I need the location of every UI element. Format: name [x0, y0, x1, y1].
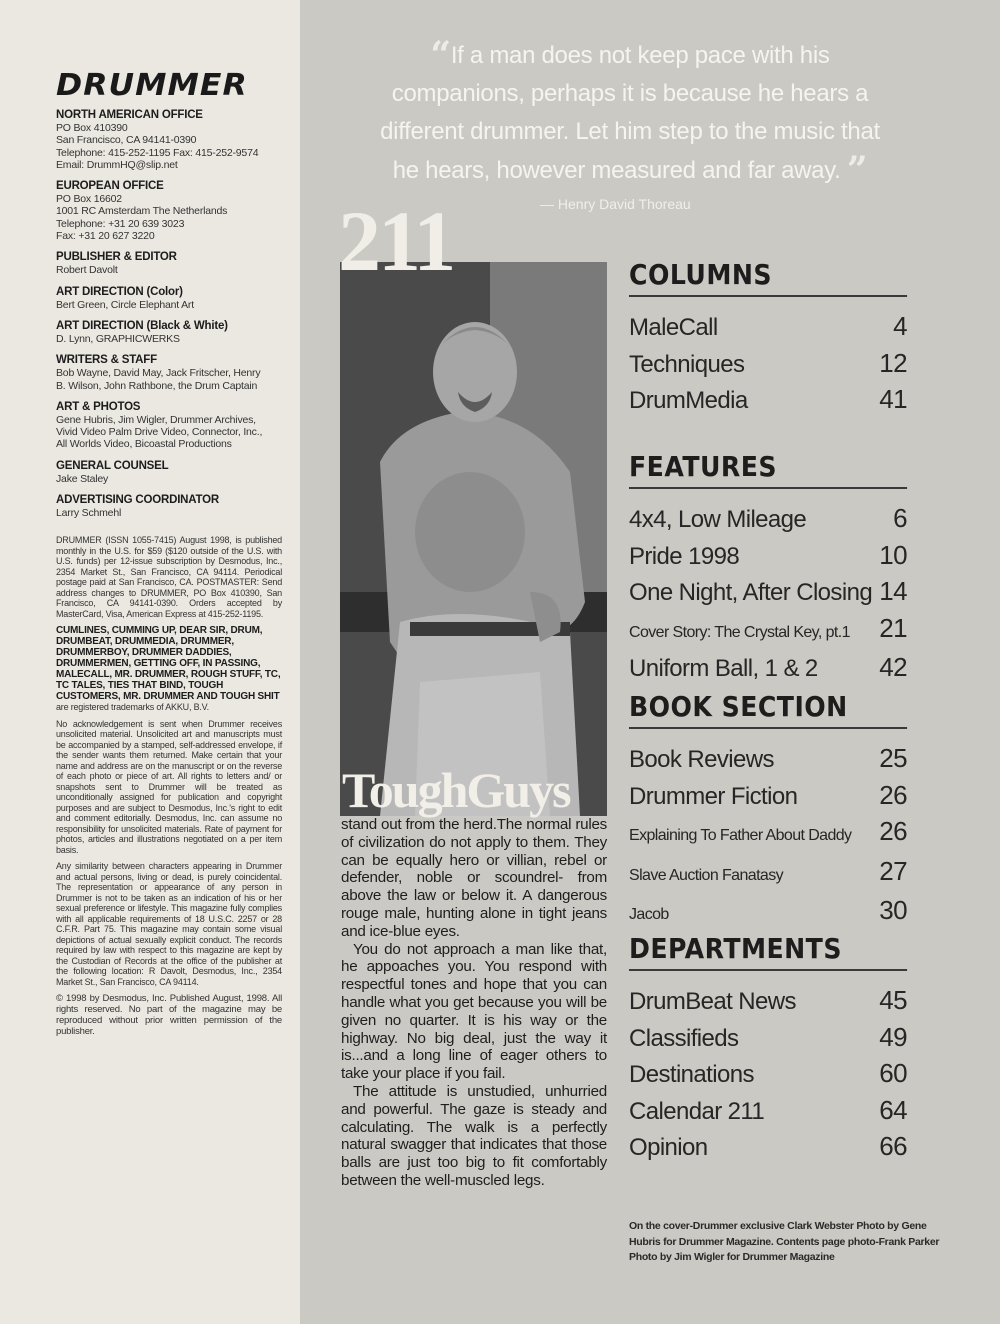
eu-office-block — [56, 180, 282, 242]
photo-title: ToughGuys — [342, 762, 570, 818]
toc-item[interactable] — [629, 346, 907, 383]
trademark-list: CUMLINES, CUMMING UP, DEAR SIR, DRUM, DRUMBEAT, DRUMMEDIA, DRUMMER, DRUMMERBOY, DRUMMER DADDIES, DRUMMERMEN, GETTING OFF, IN PASSING, MALECALL, MR. DRUMMER, ROUGH STUFF, TC, TC TALES, TIES THAT BIND, TOUGH CUSTOMERS, MR. DRUMMER AND TOUGH SHIT — [56, 625, 281, 703]
na-office-heading: NORTH AMERICAN OFFICE — [56, 109, 203, 121]
toc-item-label: Drummer Fiction — [629, 782, 798, 810]
photo-credits: On the cover-Drummer exclusive Clark Webster Photo by Gene Hubris for Drummer Magazine. Contents page photo-Frank Parker Photo by Jim Wigler for Drummer Magazine — [629, 1220, 940, 1263]
writers-heading: WRITERS & STAFF — [56, 354, 157, 367]
toc-item-label: Explaining To Father About Daddy — [629, 827, 852, 844]
art-photos-block — [56, 401, 282, 451]
counsel-name: Jake Staley — [56, 472, 109, 485]
toc-item[interactable] — [629, 814, 907, 854]
toc-section-heading: BOOK SECTION — [629, 690, 907, 729]
toc-item-page: 6 — [893, 503, 907, 533]
eu-office-heading: EUROPEAN OFFICE — [56, 180, 164, 193]
issue-number: 211 — [338, 193, 454, 289]
toc-item[interactable] — [629, 309, 907, 346]
publisher-block — [56, 251, 282, 276]
toc-item[interactable] — [629, 1129, 907, 1166]
toc-item-label: Techniques — [629, 350, 745, 378]
disclaimer-notice: Any similarity between characters appearing in Drummer and actual persons, living or dead, is purely coincidental. The representation or appearance of any person in Drummer is not to be taken as an indication of his or her sexual preference or lifestyle. This magazine fully complies with all applicable requirements of 18 U.S.C. 2257 or 28 C.F.R. Part 75. This magazine may contain some visual depictions of actual sexually explicit conduct. The records required by law with respect to this magazine are kept by the Custodian of Records at the office of the publisher at the following location: R Davolt, Desmodus, Inc., 2354 Market St., San Francisco, CA 94114. — [56, 861, 282, 987]
toc-item-label: Destinations — [629, 1061, 754, 1088]
toc-item-label: DrumBeat News — [629, 988, 796, 1015]
toc-item-page: 41 — [879, 384, 907, 414]
toc-item-page: 60 — [879, 1058, 907, 1088]
na-office-line: PO Box 410390 — [56, 122, 128, 134]
art-bw-name: D. Lynn, GRAPHICWERKS — [56, 332, 180, 345]
quote-attribution: — Henry David Thoreau — [540, 196, 691, 212]
toc-section-heading: COLUMNS — [629, 258, 907, 297]
counsel-block — [56, 460, 282, 485]
advertising-heading: ADVERTISING COORDINATOR — [56, 494, 220, 507]
toc-item[interactable] — [629, 854, 907, 894]
eu-office-line: Fax: +31 20 627 3220 — [56, 230, 155, 243]
toc-item-page: 49 — [879, 1021, 907, 1052]
toc-section-heading: DEPARTMENTS — [629, 932, 907, 971]
toc-item[interactable] — [629, 983, 907, 1020]
toc-item[interactable] — [629, 574, 907, 611]
publication-notice: DRUMMER (ISSN 1055-7415) August 1998, is published monthly in the U.S. for $59 ($120 outside of the U.S. with U.S. funds) per 12-issue subscription by Desmodus, Inc., 2354 Market St., San Francisco, CA 94114. Periodical postage paid at San Francisco, CA. POSTMASTER: Send address changes to DRUMMER, PO Box 410390, San Francisco, CA 94141-0390. Orders accepted by MasterCard, Visa, American Express at 415-252-1195. — [56, 535, 282, 619]
toc-columns — [629, 258, 907, 419]
open-quote-mark: “ — [430, 34, 451, 76]
toc-item-label: Cover Story: The Crystal Key, pt.1 — [629, 623, 850, 641]
toc-item-label: One Night, After Closing — [629, 579, 873, 606]
close-quote-mark: ” — [846, 149, 868, 191]
toc-item-page: 64 — [879, 1094, 907, 1125]
writers-block — [56, 354, 282, 392]
toc-item[interactable] — [629, 893, 907, 933]
toc-item-page: 42 — [879, 652, 907, 682]
toc-item-page: 25 — [879, 743, 907, 773]
toc-item-label: Opinion — [629, 1134, 708, 1161]
toc-item-label: Jacob — [629, 906, 669, 923]
toc-item-label: Classifieds — [629, 1024, 739, 1052]
na-office-line: San Francisco, CA 94141-0390 — [56, 134, 197, 147]
na-office-email: Email: DrummHQ@slip.net — [56, 158, 178, 171]
toc-item-page: 26 — [879, 816, 907, 846]
toc-item-page: 27 — [879, 855, 907, 886]
toc-item[interactable] — [629, 538, 907, 575]
toc-item[interactable] — [629, 650, 907, 687]
toc-item[interactable] — [629, 1056, 907, 1093]
counsel-heading: GENERAL COUNSEL — [56, 459, 169, 472]
toc-item-page: 45 — [879, 985, 907, 1015]
toc-item-label: Pride 1998 — [629, 542, 740, 570]
photo-illustration — [340, 262, 607, 816]
toc-item[interactable] — [629, 382, 907, 419]
art-color-heading: ART DIRECTION (Color) — [56, 285, 183, 298]
art-photos-line: Vivid Video Palm Drive Video, Connector, Inc., — [56, 426, 263, 439]
toc-item-page: 66 — [879, 1131, 907, 1161]
eu-office-line: PO Box 16602 — [56, 193, 122, 206]
advertising-name: Larry Schmehl — [56, 507, 122, 520]
toc-item-page: 21 — [879, 612, 907, 643]
toc-item[interactable] — [629, 778, 907, 815]
toc-item-page: 30 — [879, 895, 907, 925]
art-photos-heading: ART & PHOTOS — [56, 400, 141, 413]
trademark-notice: are registered trademarks of AKKU, B.V. — [56, 702, 209, 713]
art-photos-line: All Worlds Video, Bicoastal Productions — [56, 438, 232, 451]
toc-item-label: Slave Auction Fanatasy — [629, 866, 784, 884]
na-office-block — [56, 109, 282, 171]
copyright-notice: © 1998 by Desmodus, Inc. Published August, 1998. All rights reserved. No part of the magazine may be reproduced without prior written permission of the publisher. — [56, 993, 282, 1038]
toc-item-label: MaleCall — [629, 314, 718, 341]
masthead-column — [0, 0, 300, 1324]
thoreau-quote — [370, 36, 890, 190]
toc-item-label: Uniform Ball, 1 & 2 — [629, 655, 818, 682]
quote-text: If a man does not keep pace with his companions, perhaps it is because he hears a different drummer. Let him step to the music that he hears, however measured and far away. — [380, 42, 880, 184]
story-text — [341, 816, 607, 1190]
publisher-name: Robert Davolt — [56, 264, 118, 277]
toc-item-label: Book Reviews — [629, 746, 774, 773]
toc-item-label: Calendar 211 — [629, 1097, 765, 1125]
cover-photo — [340, 262, 607, 816]
toc-item[interactable] — [629, 1020, 907, 1057]
toc-book-section — [629, 690, 907, 933]
toc-item[interactable] — [629, 611, 907, 651]
toc-features — [629, 450, 907, 687]
advertising-block — [56, 494, 282, 519]
story-paragraph: You do not approach a man like that, he appoaches you. You respond with respectful tones and hope that you can handle what you get because you will be given no quarter. It is his way or the highway. No big deal, just the way it is...and a long line of eager others to take your place if you fail. — [341, 940, 607, 1083]
toc-item[interactable] — [629, 741, 907, 778]
art-color-block — [56, 286, 282, 311]
writers-line: Bob Wayne, David May, Jack Fritscher, Henry — [56, 367, 261, 380]
toc-item-page: 4 — [893, 311, 907, 341]
art-photos-line: Gene Hubris, Jim Wigler, Drummer Archives, — [56, 413, 256, 426]
story-paragraph: stand out from the herd.The normal rules of civilization do not apply to them. They can be equally hero or villian, rebel or defender, noble or scoundrel- from above the law or below it. A dangerous rouge male, hunting alone in tight jeans and ice-blue eyes. — [341, 816, 607, 940]
art-bw-heading: ART DIRECTION (Black & White) — [56, 319, 228, 332]
submission-notice: No acknowledgement is sent when Drummer receives unsolicited material. Unsolicited art and manuscripts must be accompanied by a stamped, self-addressed envelope, if the sender wants them returned. Make certain that your name and address are on the manuscript or on the reverse of each photo or piece of art. All rights to letters and/ or snapshots sent to Drummer will be treated as unconditionally assigned for publication and copyright purposes and are subject to Desmodus, Inc.'s right to edit and comment editorially. Desmodus, Inc. can assume no responsibility for unsolicited materials. Rate of payment for photos, articles and illustrations negotiated on a per item basis. — [56, 718, 282, 855]
toc-departments — [629, 932, 907, 1166]
publisher-heading: PUBLISHER & EDITOR — [56, 251, 177, 264]
story-paragraph: The attitude is unstudied, unhurried and powerful. The gaze is steady and calculating. The walk is a perfectly natural swagger that indicates that those balls are just too big to fit comfortably between the well-muscled legs. — [341, 1082, 607, 1189]
toc-item-label: 4x4, Low Mileage — [629, 506, 807, 533]
toc-item-page: 10 — [879, 539, 907, 570]
toc-item[interactable] — [629, 1093, 907, 1130]
na-office-line: Telephone: 415-252-1195 Fax: 415-252-9574 — [56, 146, 259, 159]
toc-item-page: 14 — [879, 576, 907, 606]
art-bw-block — [56, 320, 282, 345]
eu-office-line: 1001 RC Amsterdam The Netherlands — [56, 205, 228, 218]
writers-line: B. Wilson, John Rathbone, the Drum Captain — [56, 379, 258, 392]
toc-item[interactable] — [629, 501, 907, 538]
eu-office-line: Telephone: +31 20 639 3023 — [56, 217, 185, 230]
art-color-name: Bert Green, Circle Elephant Art — [56, 298, 194, 311]
toc-item-label: DrumMedia — [629, 387, 748, 414]
toc-section-heading: FEATURES — [629, 450, 907, 489]
magazine-logo: DRUMMER — [56, 68, 248, 103]
toc-item-page: 26 — [879, 779, 907, 810]
toc-item-page: 12 — [879, 347, 907, 378]
